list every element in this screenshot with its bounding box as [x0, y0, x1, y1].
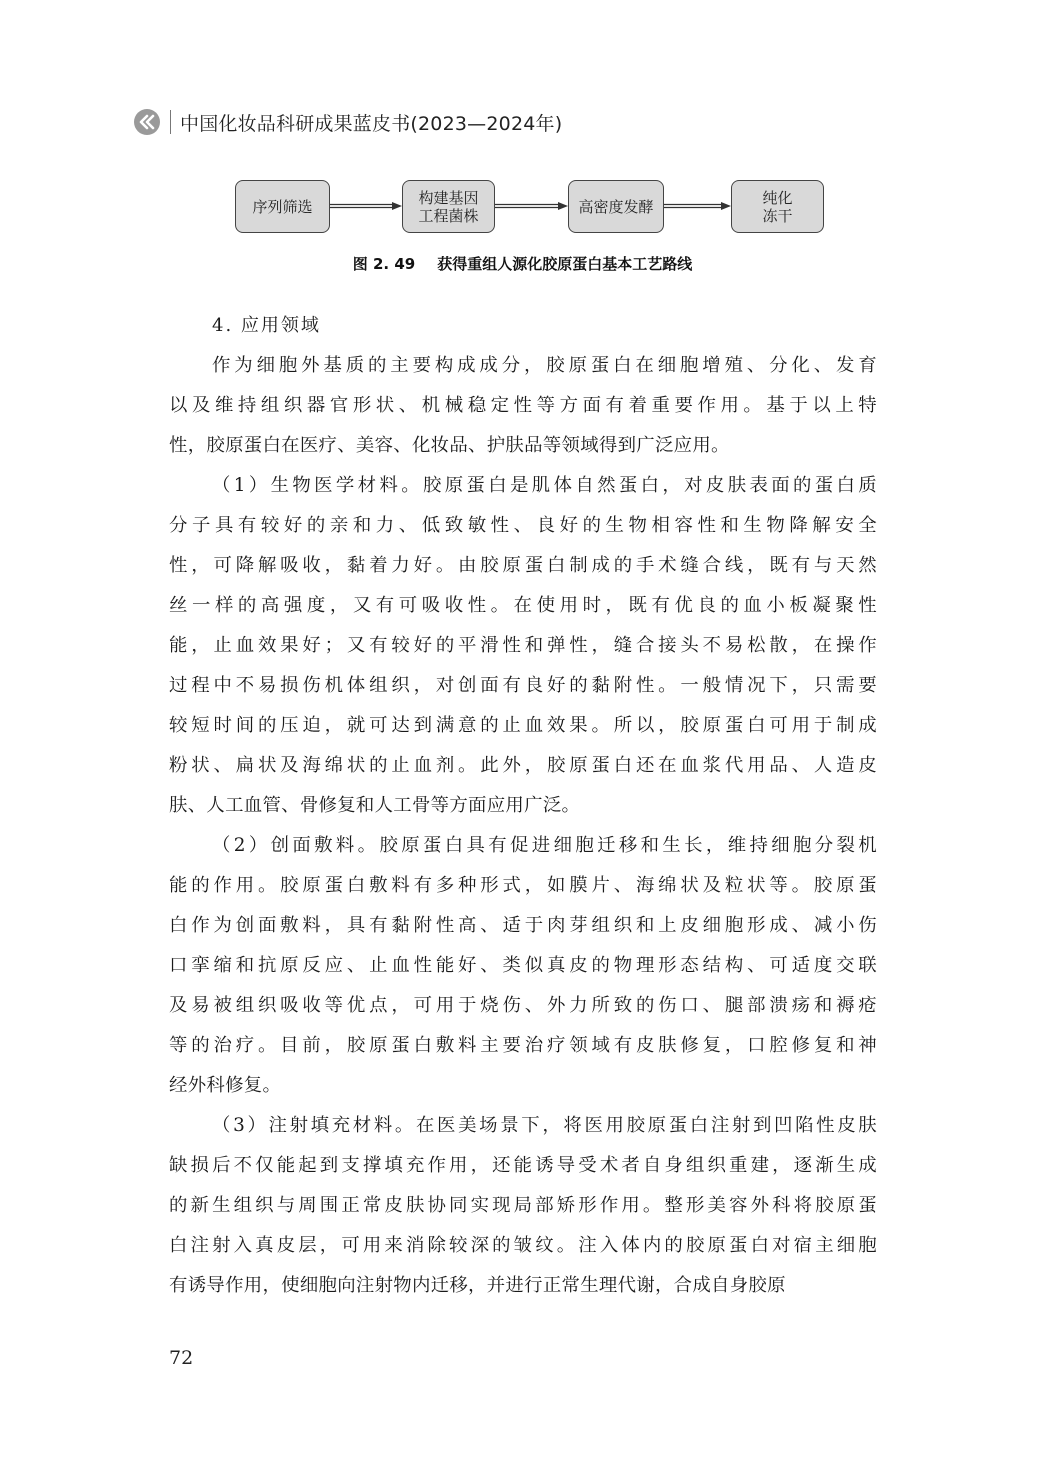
- flow-step-4-label: 纯化 冻干: [762, 188, 793, 225]
- flow-arrow-1: [330, 201, 402, 211]
- flow-arrow-2: [495, 201, 568, 211]
- figure-caption: [0, 253, 1045, 274]
- text-line: 白作为创面敷料，具有黏附性高、适于肉芽组织和上皮细胞形成、减小伤: [169, 915, 877, 936]
- figure-caption-text: 获得重组人源化胶原蛋白基本工艺路线: [437, 255, 693, 273]
- book-title: 中国化妆品科研成果蓝皮书(2023—2024年): [180, 112, 563, 135]
- text-line: 白注射入真皮层，可用来消除较深的皱纹。注入体内的胶原蛋白对宿主细胞: [169, 1235, 877, 1256]
- flow-step-2-label: 构建基因 工程菌株: [418, 188, 479, 225]
- text-line: 作为细胞外基质的主要构成成分，胶原蛋白在细胞增殖、分化、发育: [212, 355, 877, 376]
- text-line: （1）生物医学材料。胶原蛋白是肌体自然蛋白，对皮肤表面的蛋白质: [212, 475, 877, 496]
- paragraph: [169, 826, 877, 1106]
- text-line: 粉状、扁状及海绵状的止血剂。此外，胶原蛋白还在血浆代用品、人造皮: [169, 755, 877, 776]
- flow-step-2: [402, 180, 495, 233]
- text-line: 等的治疗。目前，胶原蛋白敷料主要治疗领域有皮肤修复，口腔修复和神: [169, 1035, 877, 1056]
- paragraph: [169, 466, 877, 826]
- text-line: 较短时间的压迫，就可达到满意的止血效果。所以，胶原蛋白可用于制成: [169, 715, 877, 736]
- flow-arrow-3: [664, 201, 731, 211]
- text-line: 丝一样的高强度，又有可吸收性。在使用时，既有优良的血小板凝聚性: [169, 595, 877, 616]
- text-line: 肤、人工血管、骨修复和人工骨等方面应用广泛。: [169, 795, 581, 816]
- text-line: 有诱导作用，使细胞向注射物内迁移，并进行正常生理代谢，合成自身胶原: [169, 1275, 786, 1296]
- section-heading: 4. 应用领域: [212, 315, 321, 336]
- text-line: 能，止血效果好；又有较好的平滑性和弹性，缝合接头不易松散，在操作: [169, 635, 877, 656]
- body-text: [169, 306, 877, 1306]
- text-line: 能的作用。胶原蛋白敷料有多种形式，如膜片、海绵状及粒状等。胶原蛋: [169, 875, 877, 896]
- text-line: 性，可降解吸收，黏着力好。由胶原蛋白制成的手术缝合线，既有与天然: [169, 555, 877, 576]
- text-line: 以及维持组织器官形状、机械稳定性等方面有着重要作用。基于以上特: [169, 395, 877, 416]
- text-line: 性，胶原蛋白在医疗、美容、化妆品、护肤品等领域得到广泛应用。: [169, 435, 730, 456]
- paragraph: [169, 346, 877, 466]
- text-line: （3）注射填充材料。在医美场景下，将医用胶原蛋白注射到凹陷性皮肤: [212, 1115, 877, 1136]
- flow-step-3: [568, 180, 664, 233]
- text-line: 的新生组织与周围正常皮肤协同实现局部矫形作用。整形美容外科将胶原蛋: [169, 1195, 877, 1216]
- text-line: 分子具有较好的亲和力、低致敏性、良好的生物相容性和生物降解安全: [169, 515, 877, 536]
- text-line: 过程中不易损伤机体组织，对创面有良好的黏附性。一般情况下，只需要: [169, 675, 877, 696]
- process-flow-diagram: [0, 0, 1045, 260]
- flow-step-1: [235, 180, 330, 233]
- text-line: （2）创面敷料。胶原蛋白具有促进细胞迁移和生长，维持细胞分裂机: [212, 835, 877, 856]
- flow-step-1-label: 序列筛选: [252, 197, 313, 216]
- text-line: 及易被组织吸收等优点，可用于烧伤、外力所致的伤口、腿部溃疡和褥疮: [169, 995, 877, 1016]
- text-line: 口挛缩和抗原反应、止血性能好、类似真皮的物理形态结构、可适度交联: [169, 955, 877, 976]
- text-line: 经外科修复。: [169, 1075, 282, 1096]
- flow-step-4: [731, 180, 824, 233]
- page-number: 72: [169, 1347, 194, 1369]
- paragraph: [169, 1106, 877, 1306]
- figure-caption-number: 图 2. 49: [352, 255, 416, 273]
- flow-step-3-label: 高密度发酵: [578, 197, 654, 216]
- text-line: 缺损后不仅能起到支撑填充作用，还能诱导受术者自身组织重建，逐渐生成: [169, 1155, 877, 1176]
